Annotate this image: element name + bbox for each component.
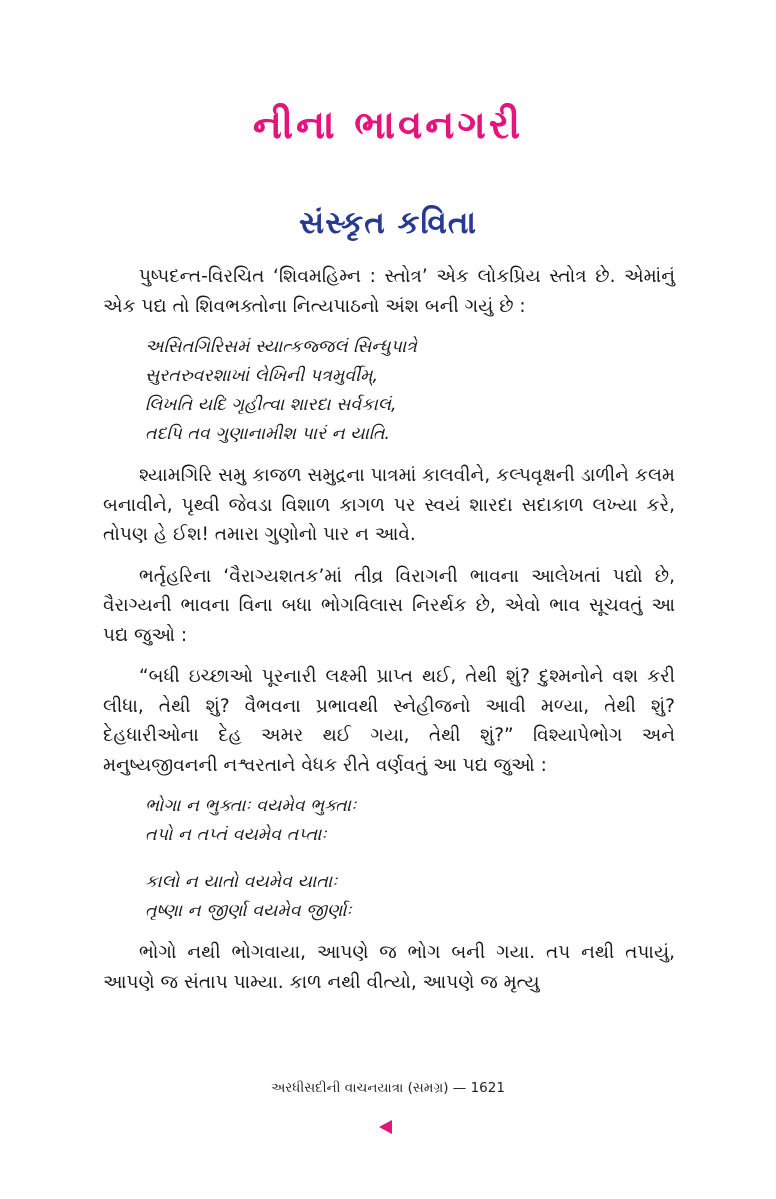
page-footer: અરધીસદીની વાચનયાત્રા (સમગ્ર) — 1621 bbox=[271, 1080, 505, 1096]
verse-line: તપો ન તપ્તં વયમેવ તપ્તાઃ bbox=[145, 825, 327, 845]
verse-line: કાલો ન યાતો વયમેવ યાતાઃ bbox=[145, 872, 338, 892]
paragraph-2: શ્યામગિરિ સમુ કાજળ સમુદ્રના પાત્રમાં કાલવીને, કલ્પવૃક્ષની ડાળીને કલમ બનાવીને, પૃથ્વી જેવડા વિશાળ કાગળ પર સ્વયં શારદા સદાકાળ લખ્યા કરે, તોપણ હે ઈશ! તમારા ગુણોનો પાર ન આવે. bbox=[103, 465, 675, 545]
section-title: સંસ્કૃત કવિતા bbox=[298, 205, 478, 241]
verse-line: લિખતિ યદિ ગૃહીત્વા શારદા સર્વકાલં, bbox=[145, 395, 397, 415]
paragraph-3: ભર્તૃહરિના ‘વૈરાગ્યશતક’માં તીવ્ર વિરાગની ભાવના આલેખતાં પદ્યો છે, વૈરાગ્યની ભાવના વિના બધા ભોગવિલાસ નિરર્થક છે, એવો ભાવ સૂચવતું આ પદ્ય જુઓ : bbox=[103, 565, 675, 646]
paragraph-4: “બધી ઇચ્છાઓ પૂરનારી લક્ષ્મી પ્રાપ્ત થઈ, તેથી શું? દુશ્મનોને વશ કરી લીધા, તેથી શું? વૈભવના પ્રભાવથી સ્નેહીજનો આવી મળ્યા, તેથી શું? દેહધારીઓના દેહ અમર થઈ ગયા, તેથી શું?” વિશ્યાપેભોગ અને મનુષ્યજીવનની નશ્વરતાને વેધક રીતે વર્ણવતું આ પદ્ય જુઓ : bbox=[103, 666, 675, 776]
verse-shivamahimna bbox=[145, 333, 675, 449]
author-name: નીના ભાવનગરી bbox=[252, 103, 524, 148]
paragraph-1: પુષ્પદન્ત-વિરચિત ‘શિવમહિમ્ન : સ્તોત્ર’ એક લોકપ્રિય સ્તોત્ર છે. એમાંનું એક પદ્ય તો શિવભક્તોના નિત્યપાઠનો અંશ બની ગયું છે : bbox=[103, 266, 675, 317]
verse-line: તદપિ તવ ગુણાનામીશ પારં ન યાતિ. bbox=[145, 424, 390, 444]
verse-line: તૃષ્ણા ન જીર્ણા વયમેવ જીર્ણાઃ bbox=[145, 901, 352, 921]
paragraph-5: ભોગો નથી ભોગવાયા, આપણે જ ભોગ બની ગયા. તપ નથી તપાયું, આપણે જ સંતાપ પામ્યા. કાળ નથી વીત્યો, આપણે જ મૃત્યુ bbox=[103, 942, 675, 993]
verse-line: ભોગા ન ભુક્તાઃ વયમેવ ભુક્તાઃ bbox=[145, 796, 357, 816]
verse-gap bbox=[145, 850, 675, 868]
verse-line: સુરતરુવરશાખાં લેખિની પત્રમુર્વીમ્, bbox=[145, 366, 379, 386]
verse-line: અસિતગિરિસમં સ્યાત્કજ્જલં સિન્ધુપાત્રે bbox=[145, 337, 417, 357]
verse-vairagya bbox=[145, 792, 675, 926]
triangle-left-icon[interactable] bbox=[379, 1120, 392, 1134]
page-body bbox=[103, 262, 675, 1009]
